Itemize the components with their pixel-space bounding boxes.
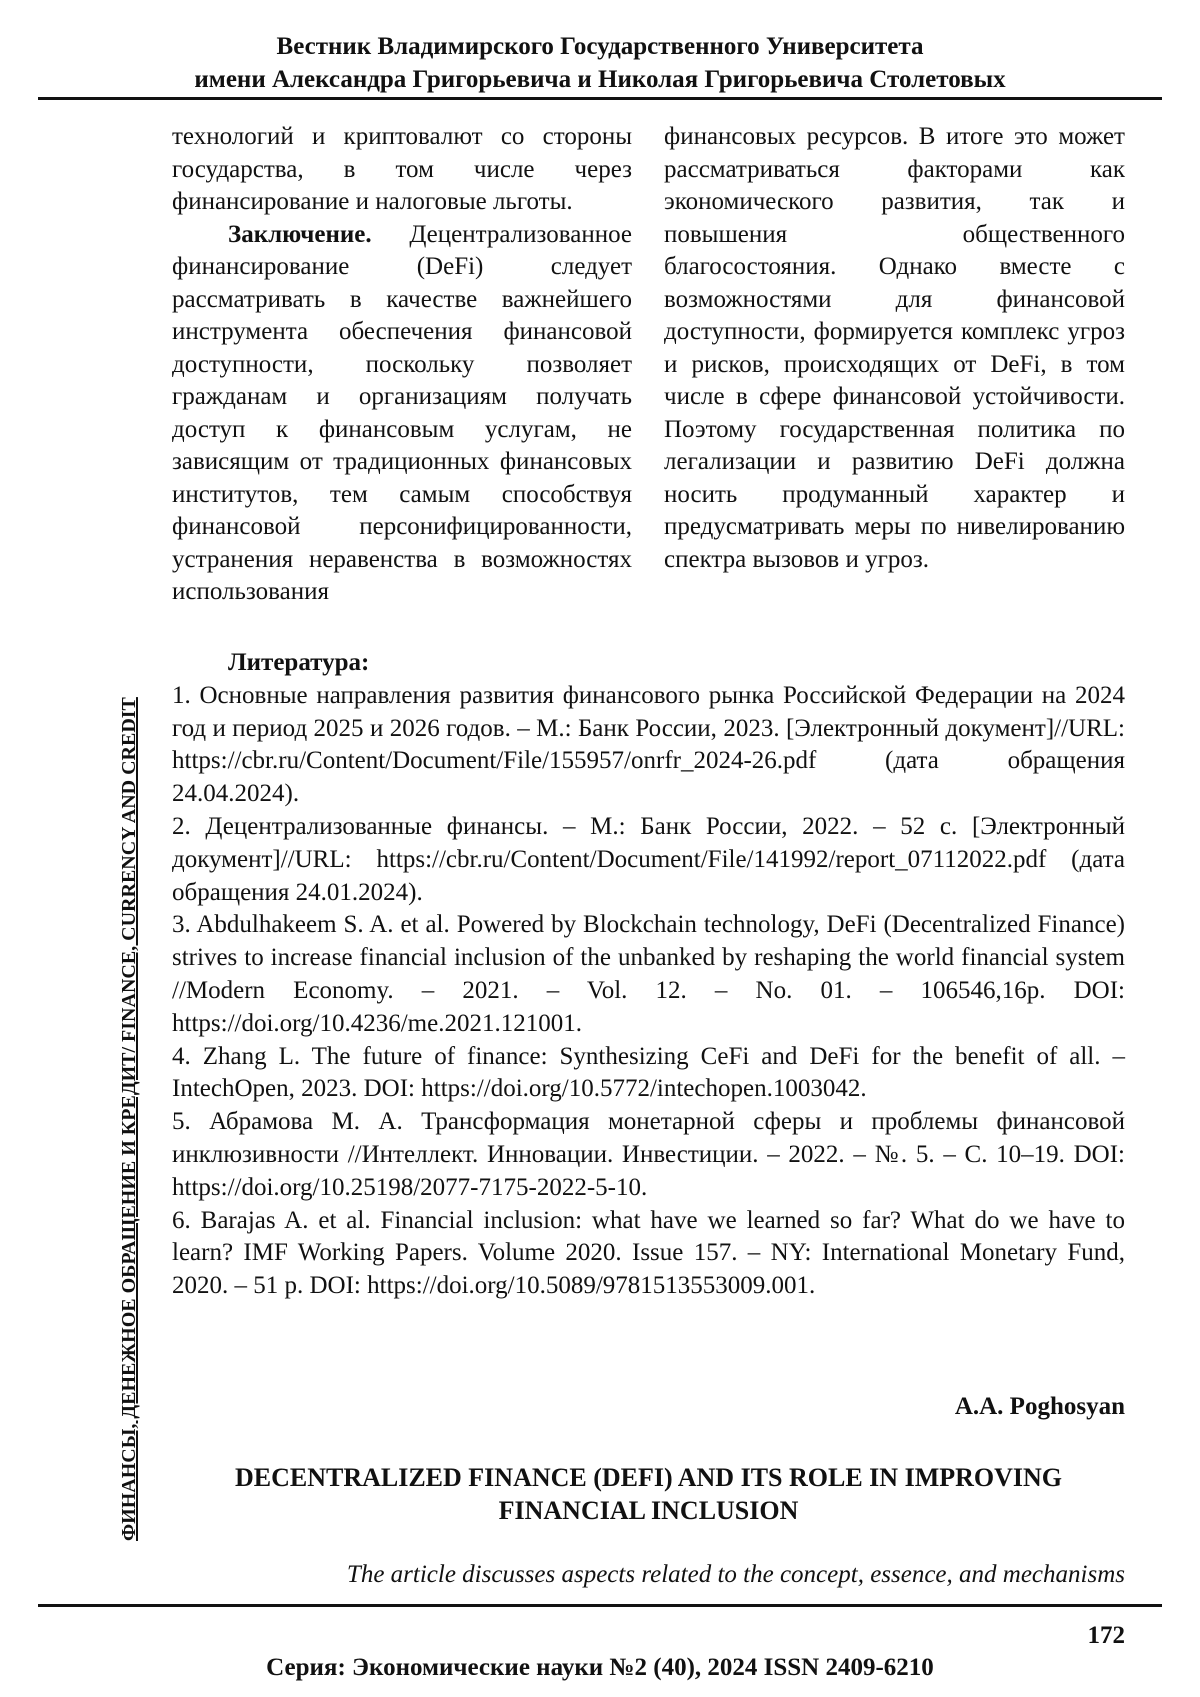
reference-item: 6. Barajas A. et al. Financial inclusion: what have we learned so far? What do we have to learn? IMF Working Papers. Volume 2020. Issue 157. – NY: International Monetary Fund, 2020. – 51 p. DOI: https://doi.org/10.5089/9781513553009.001.: [172, 1206, 1125, 1300]
reference-item: 2. Децентрализованные финансы. – М.: Банк России, 2022. – 52 с. [Электронный документ]//URL: https://cbr.ru/Content/Document/File/141992/report_07112022.pdf (дата обращения 24.01.2024).: [172, 812, 1125, 906]
journal-title-line1: Вестник Владимирского Государственного Университета: [276, 33, 924, 60]
article-title-line2: FINANCIAL INCLUSION: [498, 1496, 799, 1525]
article-title: [172, 1461, 1125, 1527]
reference-item: 4. Zhang L. The future of finance: Synthesizing CeFi and DeFi for the benefit of all. – IntechOpen, 2023. DOI: https://doi.org/10.5772/intechopen.1003042.: [172, 1042, 1125, 1103]
body-column-left: [172, 121, 632, 609]
references-section: [172, 647, 1125, 1303]
reference-item: 3. Abdulhakeem S. A. et al. Powered by Blockchain technology, DeFi (Decentralized Finance) strives to increase financial inclusion of the unbanked by reshaping the world financial system //Modern Economy. – 2021. – Vol. 12. – No. 01. – 106546,16p. DOI: https://doi.org/10.4236/me.2021.121001.: [172, 911, 1125, 1037]
article-author: A.A. Poghosyan: [954, 1393, 1125, 1420]
conclusion-paragraph: [172, 219, 632, 609]
article-title-line1: DECENTRALIZED FINANCE (DEFI) AND ITS ROLE IN IMPROVING: [234, 1463, 1063, 1492]
reference-item: 5. Абрамова М. А. Трансформация монетарной сферы и проблемы финансовой инклюзивности //Интеллект. Инновации. Инвестиции. – 2022. – №. 5. – С. 10–19. DOI: https://doi.org/10.25198/2077-7175-2022-5-10.: [172, 1108, 1125, 1201]
header-divider: [38, 97, 1162, 100]
body-paragraph: финансовых ресурсов. В итоге это может рассматриваться факторами как экономического развития, так и повышения общественного благосостояния. Однако вместе с возможностями для финансовой доступности, формируется комплекс угроз и рисков, происходящих от DeFi, в том числе в сфере финансовой устойчивости. Поэтому государственная политика по легализации и развитию DeFi должна носить продуманный характер и предусматривать меры по нивелированию спектра вызовов и угроз.: [664, 123, 1125, 573]
article-abstract: The article discusses aspects related to the concept, essence, and mechanisms: [346, 1561, 1125, 1588]
journal-title-line2: имени Александра Григорьевича и Николая Григорьевича Столетовых: [194, 66, 1006, 93]
reference-item: 1. Основные направления развития финансового рынка Российской Федерации на 2024 год и период 2025 и 2026 годов. – М.: Банк России, 2023. [Электронный документ]//URL: https://cbr.ru/Content/Document/File/155957/onrfr_2024-26.pdf (дата обращения 24.04.2024).: [172, 681, 1125, 808]
conclusion-text: Децентрализованное финансирование (DeFi) следует рассматривать в качестве важнейшего инструмента обеспечения финансовой доступности, поскольку позволяет гражданам и организациям получать доступ к финансовым услугам, не зависящим от традиционных финансовых институтов, тем самым способствуя финансовой персонифицированности, устранения неравенства в возможностях использования: [172, 220, 632, 605]
page-number: 172: [1087, 1622, 1125, 1649]
body-column-right: [664, 121, 1125, 576]
conclusion-label: Заключение.: [228, 220, 372, 248]
body-paragraph: технологий и криптовалют со стороны государства, в том числе через финансирование и налоговые льготы.: [172, 123, 632, 215]
journal-header: [38, 30, 1162, 96]
journal-series-footer: Серия: Экономические науки №2 (40), 2024 ISSN 2409-6210: [266, 1654, 934, 1681]
references-title: Литература:: [228, 649, 370, 676]
section-sidebar-label: ФИНАНСЫ, ДЕНЕЖНОЕ ОБРАЩЕНИЕ И КРЕДИТ/ FINANCE, CURRENCY AND CREDIT: [118, 697, 140, 1541]
footer-divider: [38, 1604, 1162, 1607]
